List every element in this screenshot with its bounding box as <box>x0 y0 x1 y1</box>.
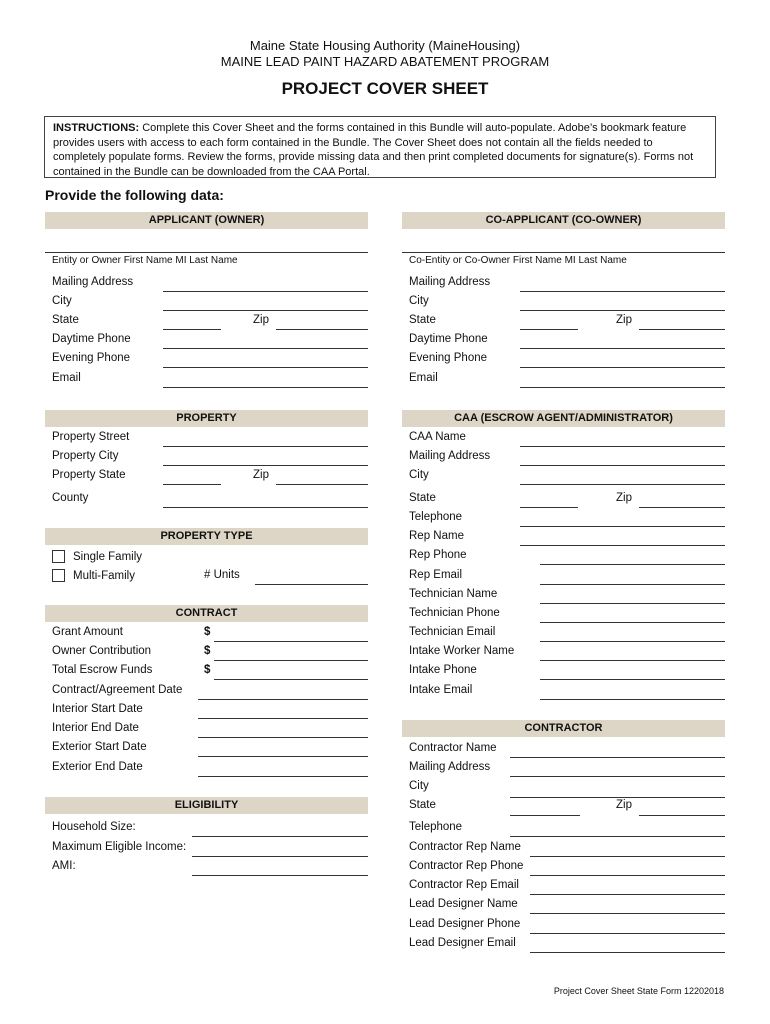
form-footer: Project Cover Sheet State Form 12202018 <box>553 986 724 996</box>
applicant-email-label: Email <box>52 372 81 384</box>
lead-designer-email-label: Lead Designer Email <box>409 937 516 949</box>
caa-rep-phone-field[interactable] <box>540 564 725 565</box>
tech-phone-field[interactable] <box>540 622 725 623</box>
household-size-field[interactable] <box>192 836 368 837</box>
property-county-field[interactable] <box>163 507 368 508</box>
total-escrow-field[interactable] <box>214 679 368 680</box>
contractor-state-field[interactable] <box>510 815 580 816</box>
applicant-city-label: City <box>52 295 72 307</box>
caa-zip-field[interactable] <box>639 507 725 508</box>
multi-family-label: Multi-Family <box>73 570 135 582</box>
units-field[interactable] <box>255 584 368 585</box>
contractor-city-field[interactable] <box>510 797 725 798</box>
eligibility-heading: ELIGIBILITY <box>45 797 368 814</box>
property-state-field[interactable] <box>163 484 221 485</box>
instructions-lead: INSTRUCTIONS: <box>53 122 140 134</box>
lead-designer-name-label: Lead Designer Name <box>409 898 518 910</box>
multi-family-checkbox[interactable] <box>52 569 65 582</box>
tech-name-field[interactable] <box>540 603 725 604</box>
coapplicant-name-label: Co-Entity or Co-Owner First Name MI Last Name <box>409 255 627 266</box>
interior-end-field[interactable] <box>198 737 368 738</box>
applicant-heading: APPLICANT (OWNER) <box>45 212 368 229</box>
coapplicant-state-field[interactable] <box>520 329 578 330</box>
exterior-start-label: Exterior Start Date <box>52 741 147 753</box>
household-size-label: Household Size: <box>52 821 136 833</box>
grant-dollar-sign: $ <box>204 626 211 638</box>
contractor-rep-phone-label: Contractor Rep Phone <box>409 860 524 872</box>
contractor-state-label: State <box>409 799 436 811</box>
applicant-dayphone-field[interactable] <box>163 348 368 349</box>
applicant-name-label: Entity or Owner First Name MI Last Name <box>52 255 238 266</box>
tech-phone-label: Technician Phone <box>409 607 500 619</box>
owner-contribution-label: Owner Contribution <box>52 645 152 657</box>
applicant-mailing-label: Mailing Address <box>52 276 134 288</box>
applicant-state-field[interactable] <box>163 329 221 330</box>
contractor-rep-name-field[interactable] <box>530 856 725 857</box>
agreement-date-field[interactable] <box>198 699 368 700</box>
contractor-telephone-field[interactable] <box>510 836 725 837</box>
grant-amount-label: Grant Amount <box>52 626 123 638</box>
property-type-heading: PROPERTY TYPE <box>45 528 368 545</box>
caa-rep-email-label: Rep Email <box>409 569 463 581</box>
applicant-evephone-label: Evening Phone <box>52 352 131 364</box>
applicant-email-field[interactable] <box>163 387 368 388</box>
interior-end-label: Interior End Date <box>52 722 139 734</box>
contractor-city-label: City <box>409 780 429 792</box>
contractor-rep-name-label: Contractor Rep Name <box>409 841 521 853</box>
intake-phone-field[interactable] <box>540 679 725 680</box>
contractor-telephone-label: Telephone <box>409 821 463 833</box>
caa-city-label: City <box>409 469 429 481</box>
lead-designer-name-field[interactable] <box>530 913 725 914</box>
property-state-label: Property State <box>52 469 126 481</box>
instructions-text: Complete this Cover Sheet and the forms contained in this Bundle will auto-populate. Adobe’s bookmark feature provides users with access to each form contained in the Bundle. The Cover Sheet does not contain all the fields needed to completely populate forms. Review the forms, provide missing data and then print completed documents for signature(s). Forms not contained in the Bundle can be downloaded from the CAA Portal. <box>53 122 694 178</box>
exterior-start-field[interactable] <box>198 756 368 757</box>
lead-designer-phone-field[interactable] <box>530 933 725 934</box>
contractor-name-label: Contractor Name <box>409 742 497 754</box>
exterior-end-label: Exterior End Date <box>52 761 143 773</box>
coapplicant-state-label: State <box>409 314 436 326</box>
applicant-zip-field[interactable] <box>276 329 368 330</box>
tech-email-label: Technician Email <box>409 626 496 638</box>
property-city-field[interactable] <box>163 465 368 466</box>
applicant-dayphone-label: Daytime Phone <box>52 333 131 345</box>
tech-name-label: Technician Name <box>409 588 498 600</box>
contractor-heading: CONTRACTOR <box>402 720 725 737</box>
coapplicant-zip-label: Zip <box>616 314 632 326</box>
agreement-date-label: Contract/Agreement Date <box>52 684 183 696</box>
applicant-name-field[interactable] <box>45 252 368 253</box>
owner-contribution-field[interactable] <box>214 660 368 661</box>
ami-label: AMI: <box>52 860 76 872</box>
coapplicant-evephone-label: Evening Phone <box>409 352 488 364</box>
instructions-box <box>44 116 716 178</box>
ami-field[interactable] <box>192 875 368 876</box>
property-heading: PROPERTY <box>45 410 368 427</box>
coapplicant-name-field[interactable] <box>402 252 725 253</box>
property-zip-label: Zip <box>253 469 269 481</box>
contractor-zip-field[interactable] <box>639 815 725 816</box>
caa-rep-phone-label: Rep Phone <box>409 549 467 561</box>
contract-heading: CONTRACT <box>45 605 368 622</box>
provide-heading: Provide the following data: <box>45 187 224 203</box>
contractor-rep-phone-field[interactable] <box>530 875 725 876</box>
intake-email-label: Intake Email <box>409 684 473 696</box>
coapplicant-city-label: City <box>409 295 429 307</box>
caa-rep-email-field[interactable] <box>540 584 725 585</box>
property-city-label: Property City <box>52 450 119 462</box>
exterior-end-field[interactable] <box>198 776 368 777</box>
org-name: Maine State Housing Authority (MaineHousing) <box>249 38 521 53</box>
contractor-rep-email-label: Contractor Rep Email <box>409 879 519 891</box>
grant-amount-field[interactable] <box>214 641 368 642</box>
applicant-zip-label: Zip <box>253 314 269 326</box>
caa-name-field[interactable] <box>520 446 725 447</box>
contractor-mailing-label: Mailing Address <box>409 761 491 773</box>
total-dollar-sign: $ <box>204 664 211 676</box>
single-family-label: Single Family <box>73 551 143 563</box>
caa-name-label: CAA Name <box>409 431 466 443</box>
units-label: # Units <box>204 569 240 581</box>
intake-phone-label: Intake Phone <box>409 664 477 676</box>
coapplicant-email-field[interactable] <box>520 387 725 388</box>
max-income-label: Maximum Eligible Income: <box>52 841 187 853</box>
coapplicant-zip-field[interactable] <box>639 329 725 330</box>
intake-name-label: Intake Worker Name <box>409 645 515 657</box>
coapplicant-dayphone-label: Daytime Phone <box>409 333 488 345</box>
applicant-city-field[interactable] <box>163 310 368 311</box>
caa-telephone-label: Telephone <box>409 511 463 523</box>
interior-start-label: Interior Start Date <box>52 703 143 715</box>
caa-heading: CAA (ESCROW AGENT/ADMINISTRATOR) <box>402 410 725 427</box>
caa-city-field[interactable] <box>520 484 725 485</box>
property-zip-field[interactable] <box>276 484 368 485</box>
caa-state-field[interactable] <box>520 507 578 508</box>
contractor-zip-label: Zip <box>616 799 632 811</box>
caa-mailing-label: Mailing Address <box>409 450 491 462</box>
intake-email-field[interactable] <box>540 699 725 700</box>
single-family-checkbox[interactable] <box>52 550 65 563</box>
applicant-state-label: State <box>52 314 79 326</box>
caa-rep-name-field[interactable] <box>520 545 725 546</box>
lead-designer-email-field[interactable] <box>530 952 725 953</box>
lead-designer-phone-label: Lead Designer Phone <box>409 918 521 930</box>
contractor-rep-email-field[interactable] <box>530 894 725 895</box>
intake-name-field[interactable] <box>540 660 725 661</box>
coapplicant-mailing-field[interactable] <box>520 291 725 292</box>
caa-telephone-field[interactable] <box>520 526 725 527</box>
applicant-evephone-field[interactable] <box>163 367 368 368</box>
caa-zip-label: Zip <box>616 492 632 504</box>
coapplicant-mailing-label: Mailing Address <box>409 276 491 288</box>
caa-state-label: State <box>409 492 436 504</box>
tech-email-field[interactable] <box>540 641 725 642</box>
coapplicant-dayphone-field[interactable] <box>520 348 725 349</box>
coapplicant-heading: CO-APPLICANT (CO-OWNER) <box>402 212 725 229</box>
property-street-field[interactable] <box>163 446 368 447</box>
program-name: MAINE LEAD PAINT HAZARD ABATEMENT PROGRAM <box>220 54 550 69</box>
total-escrow-label: Total Escrow Funds <box>52 664 153 676</box>
page-title: PROJECT COVER SHEET <box>281 79 489 98</box>
coapplicant-evephone-field[interactable] <box>520 367 725 368</box>
caa-mailing-field[interactable] <box>520 465 725 466</box>
contractor-name-field[interactable] <box>510 757 725 758</box>
owner-dollar-sign: $ <box>204 645 211 657</box>
max-income-field[interactable] <box>192 856 368 857</box>
caa-rep-name-label: Rep Name <box>409 530 464 542</box>
coapplicant-email-label: Email <box>409 372 438 384</box>
applicant-mailing-field[interactable] <box>163 291 368 292</box>
property-county-label: County <box>52 492 89 504</box>
contractor-mailing-field[interactable] <box>510 776 725 777</box>
interior-start-field[interactable] <box>198 718 368 719</box>
property-street-label: Property Street <box>52 431 130 443</box>
coapplicant-city-field[interactable] <box>520 310 725 311</box>
